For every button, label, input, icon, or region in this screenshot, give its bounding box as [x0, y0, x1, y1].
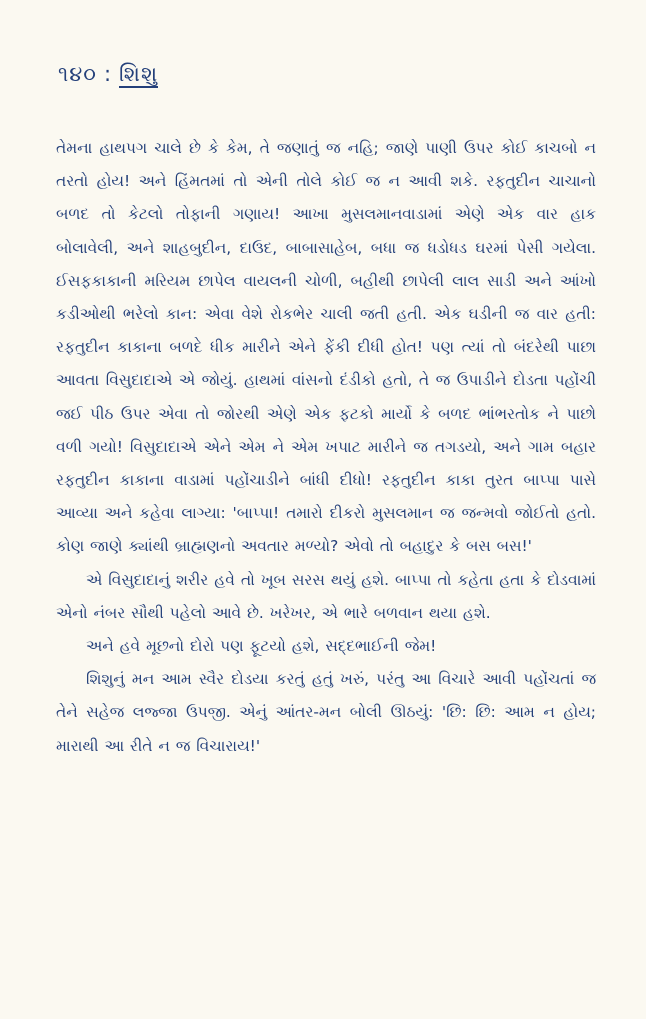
paragraph: તેમના હાથપગ ચાલે છે કે કેમ, તે જણાતું જ નહિ; જાણે પાણી ઉપર કોઈ કાચબો ન તરતો હોય! અને હિંમતમાં તો એની તોલે કોઈ જ ન આવી શકે. રફતુદીન ચાચાનો બળદ તો કેટલો તોફાની ગણાય! આખા મુસલમાનવાડામાં એણે એક વાર હાક બોલાવેલી, અને શાહબુદીન, દાઉદ, બાબાસાહેબ, બધા જ ધડોધડ ઘરમાં પેસી ગયેલા. ઈસફકાકાની મરિયમ છાપેલ વાયલની ચોળી, બહીથી છાપેલી લાલ સાડી અને આંખો કડીઓથી ભરેલો કાન: એવા વેશે રોકભેર ચાલી જતી હતી. એક ઘડીની જ વાર હતી: રફતુદીન કાકાના બળદે ધીક મારીને એને ફેંકી દીધી હોત! પણ ત્યાં તો બંદરેથી પાછા આવતા વિસુદાદાએ એ જોયું. હાથમાં વાંસનો દંડીકો હતો, તે જ ઉપાડીને દોડતા પહોંચી જઈ પીઠ ઉપર એવા તો જોરથી એણે એક ફટકો માર્યો કે બળદ ભાંભરતોક ને પાછો વળી ગયો! વિસુદાદાએ એને એમ ને એમ ખપાટ મારીને જ તગડયો, અને ગામ બહાર રફતુદીન કાકાના વાડામાં પહોંચાડીને બાંધી દીધો! રફતુદીન કાકા તુરત બાપ્પા પાસે આવ્યા અને કહેવા લાગ્યા: 'બાપ્પા! તમારો દીકરો મુસલમાન જ જન્મવો જોઈતો હતો. કોણ જાણે ક્યાંથી બ્રાહ્મણનો અવતાર મળ્યો? એવો તો બહાદુર કે બસ બસ!': [56, 139, 596, 556]
paragraph: એ વિસુદાદાનું શરીર હવે તો ખૂબ સરસ થયું હશે. બાપ્પા તો કહેતા હતા કે દોડવામાં એનો નંબર સૌથી પહેલો આવે છે. ખરેખર, એ ભારે બળવાન થયા હશે.: [56, 570, 596, 622]
page-number: ૧૪૦: [58, 62, 97, 86]
paragraph: અને હવે મૂછનો દોરો પણ ફૂટયો હશે, સદ્દભાઈની જેમ!: [86, 637, 437, 656]
body-text: [56, 132, 596, 763]
header-separator: :: [103, 62, 113, 86]
paragraph: શિશુનું મન આમ સ્વૈર દોડયા કરતું હતું ખરું, પરંતુ આ વિચારે આવી પહોંચતાં જ તેને સહેજ લજ્જા ઉપજી. એનું આંતર-મન બોલી ઊઠયું: 'છિ: છિ: આમ ન હોય; મારાથી આ રીતે ન જ વિચારાય!': [56, 670, 596, 755]
chapter-title: શિશુ: [119, 62, 159, 86]
running-header: [58, 62, 158, 87]
